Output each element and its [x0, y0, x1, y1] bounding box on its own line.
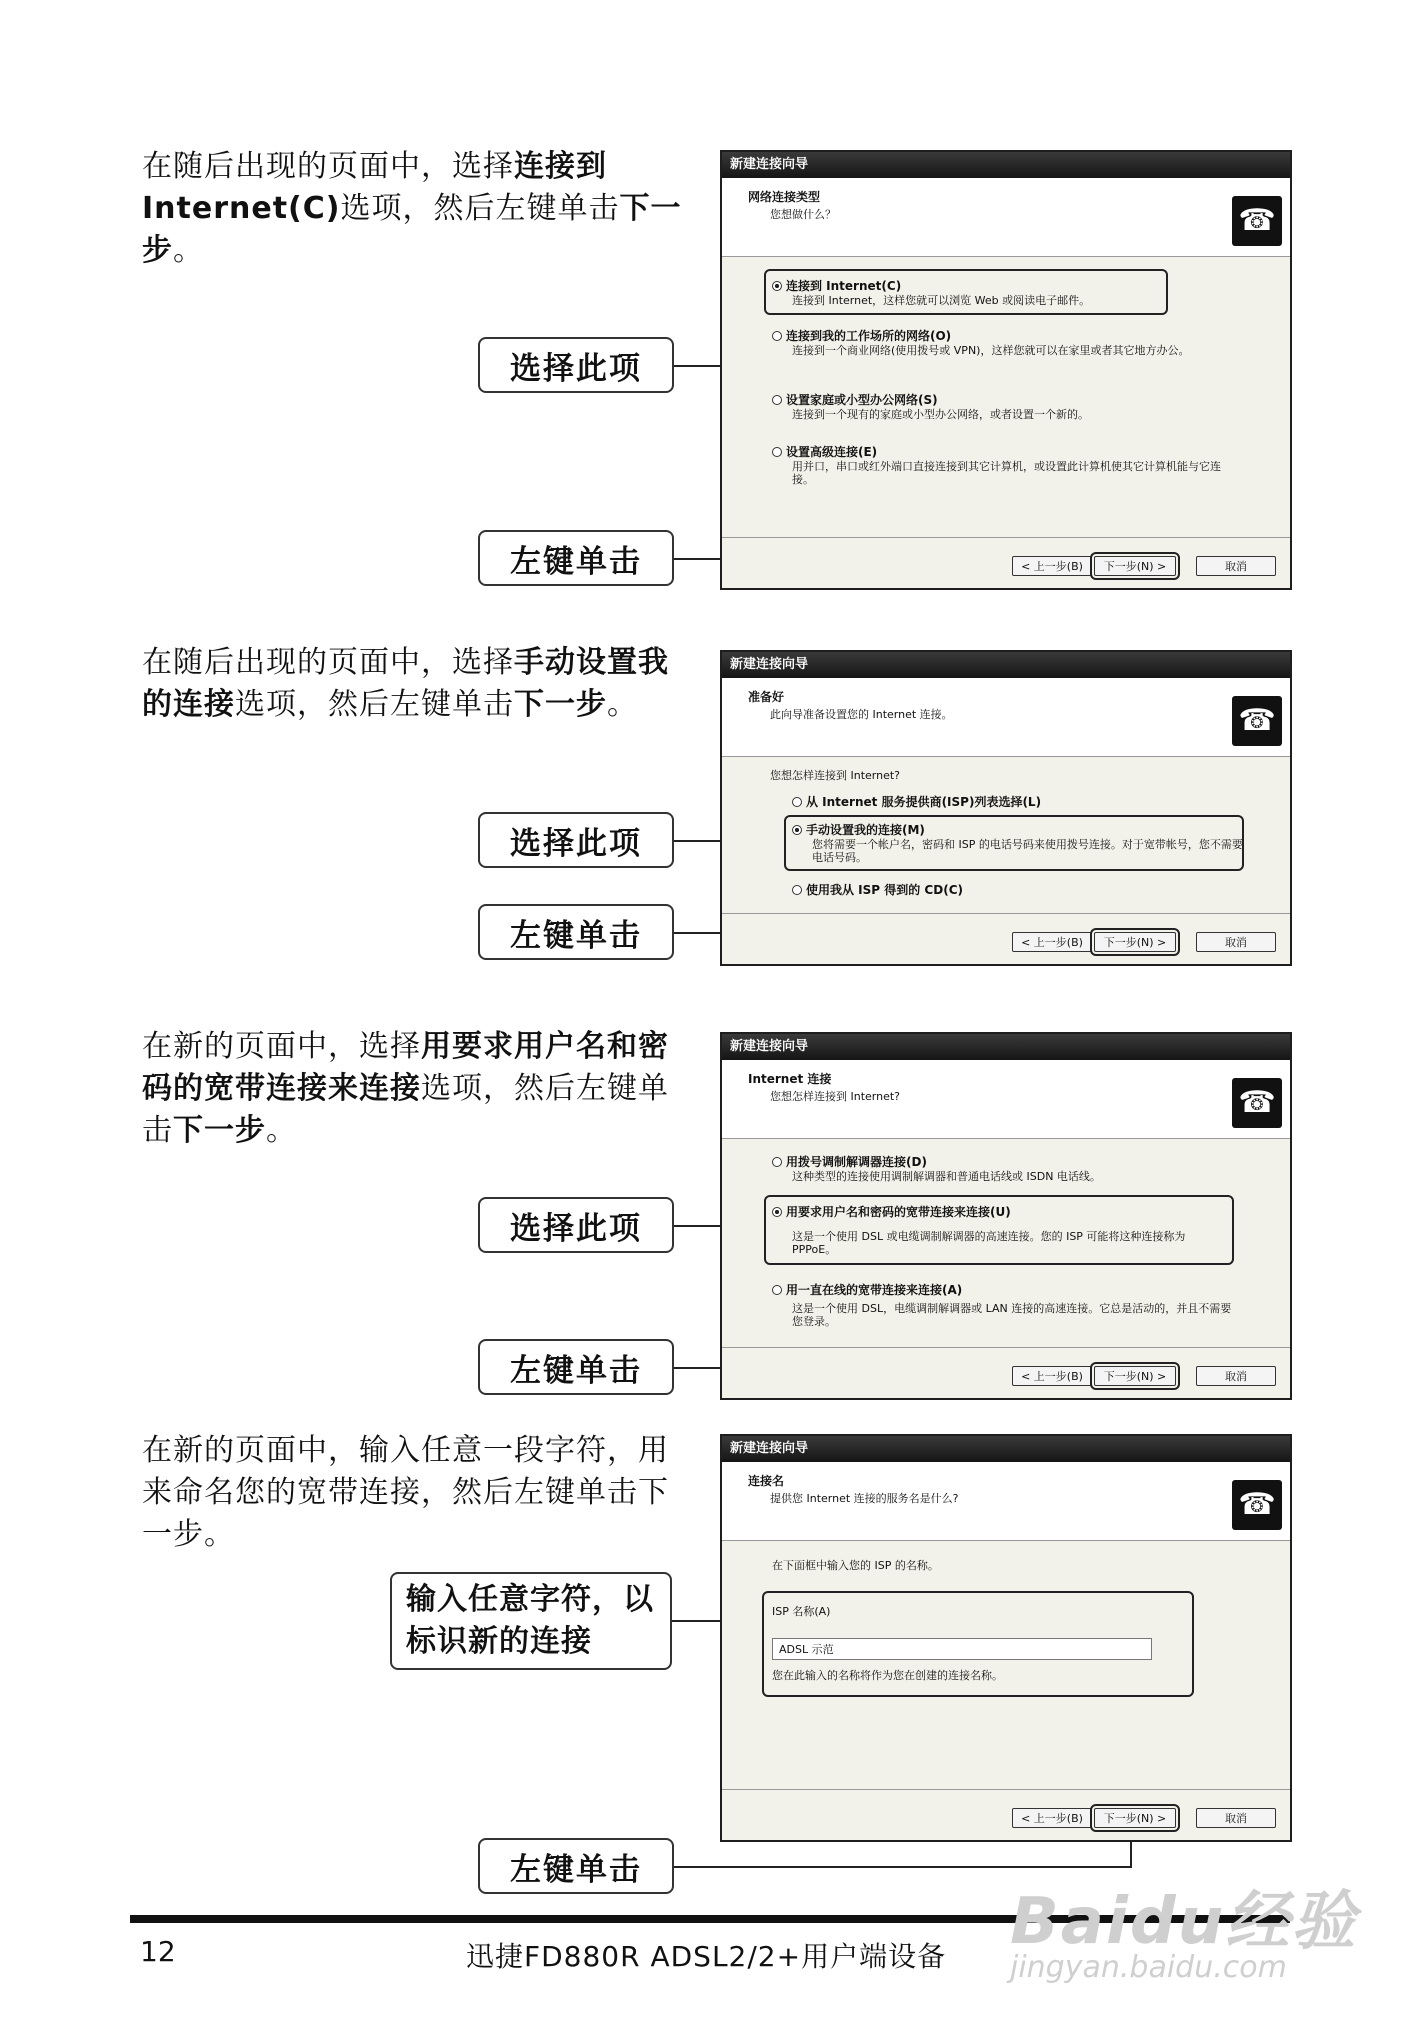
- intro-text: 。: [607, 687, 638, 722]
- wizard-dialog: [720, 150, 1292, 590]
- network-wizard-icon: ☎: [1232, 1480, 1282, 1530]
- footer-title: 迅捷FD880R ADSL2/2+用户端设备: [466, 1940, 947, 1973]
- dialog-header: [722, 678, 1290, 757]
- radio-selected-icon[interactable]: [772, 1207, 782, 1217]
- callout-connector: [674, 1866, 1132, 1868]
- callout-click: 左键单击: [478, 904, 674, 960]
- intro-text: 在随后出现的页面中，选择: [142, 645, 514, 680]
- radio-icon[interactable]: [792, 797, 802, 807]
- radio-icon[interactable]: [772, 1157, 782, 1167]
- next-button[interactable]: 下一步(N) >: [1094, 1808, 1176, 1828]
- callout-select: 选择此项: [478, 337, 674, 393]
- back-button[interactable]: < 上一步(B): [1012, 1366, 1092, 1386]
- dialog-body: [722, 1139, 1290, 1349]
- header-title: 准备好: [748, 690, 785, 704]
- callout-line: 输入任意字符，以: [406, 1582, 654, 1617]
- cancel-button[interactable]: 取消: [1196, 556, 1276, 576]
- radio-icon[interactable]: [772, 1285, 782, 1295]
- header-subtitle: 您想做什么？: [770, 208, 836, 221]
- header-title: 网络连接类型: [748, 190, 821, 204]
- intro-text: 在新的页面中，选择: [142, 1029, 421, 1064]
- intro-text: 。: [266, 1113, 297, 1148]
- radio-icon[interactable]: [772, 447, 782, 457]
- dialog-body: [722, 757, 1290, 917]
- option-connect-internet[interactable]: 连接到 Internet(C) 连接到 Internet，这样您就可以浏览 Web 或阅读电子邮件。: [772, 277, 1232, 307]
- intro-text: 。: [173, 233, 204, 268]
- option-workplace[interactable]: 连接到我的工作场所的网络(O) 连接到一个商业网络(使用拨号或 VPN)，这样您就可以在家里或者其它地方办公。: [772, 327, 1232, 357]
- back-button[interactable]: < 上一步(B): [1012, 1808, 1092, 1828]
- section2-intro: [142, 642, 682, 726]
- network-wizard-icon: ☎: [1232, 196, 1282, 246]
- callout-select: 选择此项: [478, 1197, 674, 1253]
- dialog-header: [722, 1060, 1290, 1139]
- radio-icon[interactable]: [792, 885, 802, 895]
- dialog-header: [722, 178, 1290, 257]
- watermark-logo: Baidu经验: [1010, 1885, 1358, 1959]
- intro-bold: 下一步: [142, 191, 682, 268]
- radio-icon[interactable]: [772, 331, 782, 341]
- header-subtitle: 提供您 Internet 连接的服务名是什么?: [770, 1492, 959, 1505]
- field-hint: 您在此输入的名称将作为您在创建的连接名称。: [772, 1669, 1003, 1682]
- intro-bold: 下一步: [514, 687, 607, 722]
- next-button[interactable]: 下一步(N) >: [1094, 932, 1176, 952]
- section1-intro: [142, 146, 682, 272]
- intro-bold: 连接到Internet(C): [142, 149, 607, 226]
- option-home-network[interactable]: 设置家庭或小型办公网络(S) 连接到一个现有的家庭或小型办公网络，或者设置一个新的。: [772, 391, 1232, 421]
- radio-selected-icon[interactable]: [792, 825, 802, 835]
- header-subtitle: 您想怎样连接到 Internet?: [770, 1090, 901, 1103]
- intro-text: 选项，然后左键单击: [235, 687, 514, 722]
- isp-name-input[interactable]: ADSL 示范: [772, 1638, 1152, 1660]
- option-dialup[interactable]: 用拨号调制解调器连接(D) 这种类型的连接使用调制解调器和普通电话线或 ISDN 电话线。: [772, 1153, 1232, 1183]
- dialog-footer: [722, 913, 1290, 964]
- callout-line: 标识新的连接: [406, 1624, 592, 1659]
- dialog-title: 新建连接向导: [722, 652, 1290, 678]
- cancel-button[interactable]: 取消: [1196, 1366, 1276, 1386]
- intro-bold: 用要求用户名和密码的宽带连接来连接: [142, 1029, 669, 1106]
- dialog-footer: [722, 1789, 1290, 1840]
- dialog-title: 新建连接向导: [722, 152, 1290, 178]
- option-manual-setup[interactable]: 手动设置我的连接(M) 您将需要一个帐户名，密码和 ISP 的电话号码来使用拨号连接。对于宽带帐号，您不需要电话号码。: [792, 821, 1252, 864]
- next-button[interactable]: 下一步(N) >: [1094, 1366, 1176, 1386]
- dialog-title: 新建连接向导: [722, 1034, 1290, 1060]
- dialog-footer: [722, 537, 1290, 588]
- dialog-body: [722, 257, 1290, 537]
- wizard-dialog: [720, 1434, 1292, 1842]
- back-button[interactable]: < 上一步(B): [1012, 932, 1092, 952]
- option-broadband-auth[interactable]: 用要求用户名和密码的宽带连接来连接(U) 这是一个使用 DSL 或电缆调制解调器的高速连接。您的 ISP 可能将这种连接称为 PPPoE。: [772, 1203, 1232, 1256]
- section4-intro: 在新的页面中，输入任意一段字符，用来命名您的宽带连接，然后左键单击下一步。: [142, 1433, 669, 1552]
- option-isp-list[interactable]: 从 Internet 服务提供商(ISP)列表选择(L): [792, 793, 1041, 810]
- section3-intro: [142, 1026, 682, 1152]
- question-text: 您想怎样连接到 Internet?: [770, 769, 901, 782]
- option-advanced[interactable]: 设置高级连接(E) 用并口，串口或红外端口直接连接到其它计算机，或设置此计算机使其它计算机能与它连接。: [772, 443, 1232, 486]
- header-title: Internet 连接: [748, 1072, 832, 1086]
- dialog-body: [722, 1541, 1290, 1791]
- callout-select: 选择此项: [478, 812, 674, 868]
- callout-click: 左键单击: [478, 1339, 674, 1395]
- intro-text: 选项，然后左键单击: [340, 191, 620, 226]
- radio-icon[interactable]: [772, 395, 782, 405]
- intro-text: 在随后出现的页面中，选择: [142, 149, 514, 184]
- page-number: 12: [140, 1935, 176, 1968]
- callout-input: [390, 1572, 672, 1670]
- callout-click: 左键单击: [478, 530, 674, 586]
- watermark-url: jingyan.baidu.com: [1010, 1950, 1287, 1985]
- network-wizard-icon: ☎: [1232, 1078, 1282, 1128]
- next-button[interactable]: 下一步(N) >: [1094, 556, 1176, 576]
- dialog-footer: [722, 1347, 1290, 1398]
- wizard-dialog: [720, 650, 1292, 966]
- cancel-button[interactable]: 取消: [1196, 1808, 1276, 1828]
- isp-name-label: ISP 名称(A): [772, 1605, 831, 1618]
- wizard-dialog: [720, 1032, 1292, 1400]
- network-wizard-icon: ☎: [1232, 696, 1282, 746]
- intro-text: 选项，然后左键单击: [142, 1071, 669, 1148]
- header-title: 连接名: [748, 1474, 785, 1488]
- dialog-title: 新建连接向导: [722, 1436, 1290, 1462]
- header-subtitle: 此向导准备设置您的 Internet 连接。: [770, 708, 953, 721]
- cancel-button[interactable]: 取消: [1196, 932, 1276, 952]
- prompt-text: 在下面框中输入您的 ISP 的名称。: [772, 1559, 939, 1572]
- callout-click: 左键单击: [478, 1838, 674, 1894]
- option-isp-cd[interactable]: 使用我从 ISP 得到的 CD(C): [792, 881, 963, 898]
- dialog-header: [722, 1462, 1290, 1541]
- intro-bold: 手动设置我的连接: [142, 645, 669, 722]
- option-always-on[interactable]: 用一直在线的宽带连接来连接(A) 这是一个使用 DSL，电缆调制解调器或 LAN 连接的高速连接。它总是活动的，并且不需要您登录。: [772, 1281, 1232, 1328]
- intro-bold: 下一步: [173, 1113, 266, 1148]
- back-button[interactable]: < 上一步(B): [1012, 556, 1092, 576]
- radio-selected-icon[interactable]: [772, 281, 782, 291]
